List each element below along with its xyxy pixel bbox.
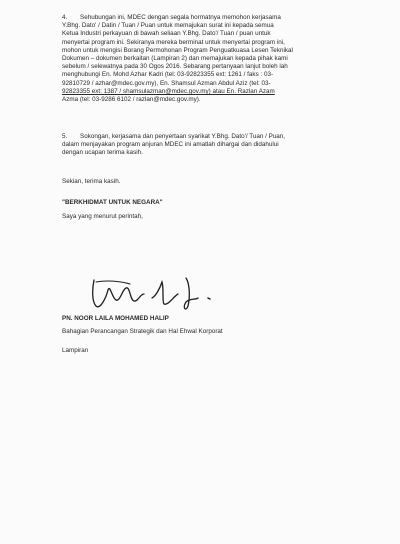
paragraph-4-line-1: 4. Sehubungan ini, MDEC dengan segala hormatnya memohon kerjasama: [62, 14, 281, 21]
signer-name: PN. NOOR LAILA MOHAMED HALIP: [62, 315, 169, 322]
handwritten-signature: [86, 268, 216, 318]
paragraph-4-line: menghubungi En. Mohd Azhar Kadri (tel: 03-92823355 ext: 1261 / faks : 03-: [62, 71, 274, 79]
paragraph-4-line: Ketua Industri perkayuan di bawah seliaan Y.Bhg. Dato'/ Tuan / puan untuk: [62, 30, 271, 38]
yours-faithfully: Saya yang menurut perintah,: [62, 213, 143, 220]
paragraph-4-line: 92810729 / azhar@mdec.gov.my), En. Shamsul Azman Abdul Aziz (tel: 03-: [62, 79, 271, 87]
paragraph-4-line: menyertai program ini. Sekiranya mereka berminat untuk menyertai program ini,: [62, 38, 285, 46]
motto: "BERKHIDMAT UNTUK NEGARA": [62, 199, 163, 206]
paragraph-5-line: dalam menjayakan program anjuran MDEC ini amatlah dihargai dan didahului: [62, 141, 279, 149]
paragraph-4-line: sebelum / selewatnya pada 30 Ogos 2016. Sebarang pertanyaan lanjut boleh lah: [62, 63, 288, 71]
paragraph-4-line: Y.Bhg. Dato' / Datin / Tuan / Puan untuk memajukan surat ini kepada semua: [62, 22, 274, 30]
closing-text: Sekian, terima kasih.: [62, 178, 121, 185]
paragraph-5-line: dengan ucapan terima kasih.: [62, 149, 143, 157]
paragraph-5: [62, 133, 334, 158]
paragraph-4-line: mohon untuk mengisi Borang Permohonan Program Penguatkuasa Lesen Teknikal: [62, 46, 293, 54]
signer-title: Bahagian Perancangan Strategik dan Hal Ehwal Korporat: [62, 328, 223, 335]
paragraph-4-line: 92823355 ext: 1387 / shamsulazman@mdec.gov.my) atau En. Razlan Azam: [62, 87, 275, 95]
paragraph-4-number: 4.: [62, 14, 68, 21]
attachment-label: Lampiran: [62, 347, 89, 354]
paragraph-4: [62, 14, 334, 104]
paragraph-4-line: Dokumen – dokumen berkaitan (Lampiran 2) dan memajukan kepada pihak kami: [62, 55, 288, 63]
paragraph-4-line: Azma (tel: 03-9286 6102 / razlan@mdec.gov.my).: [62, 96, 201, 104]
paragraph-5-number: 5.: [62, 133, 68, 140]
paragraph-5-line-1: 5. Sokongan, kerjasama dan penyertaan syarikat Y.Bhg. Dato'/ Tuan / Puan,: [62, 133, 286, 140]
